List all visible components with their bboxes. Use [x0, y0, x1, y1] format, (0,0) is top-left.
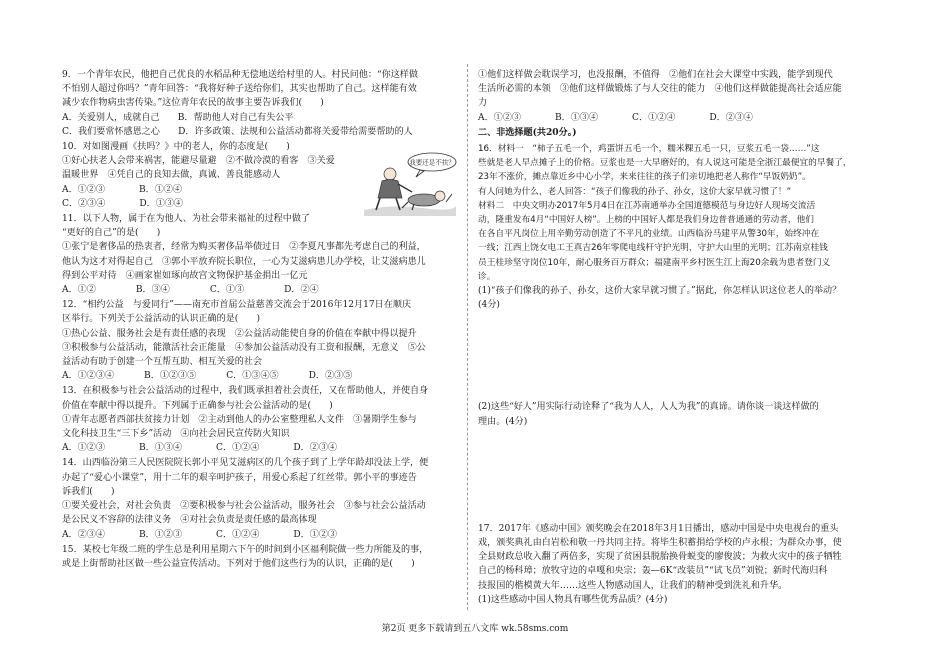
q10-option-b: B．①②④: [138, 184, 183, 195]
question-14: [62, 456, 459, 541]
q11-line: 得到公平对待 ④画家崔如琢向故宫文物保护基金捐出一亿元: [62, 270, 308, 281]
q10-option-c: C．②③④: [62, 198, 106, 209]
answer-space: [478, 429, 886, 521]
q16-line: 一线；江西上饶女电工王真吉26年零爬电线杆守护光明，守护大山里的光明；江苏南京桂钱: [478, 243, 828, 254]
q12-option-b: B．①②③⑤: [144, 371, 197, 382]
q12-options: [62, 369, 459, 383]
q16-line: 材料二 中央文明办2017年5月4日在江苏南通举办全国道德模范与身边好人现场交流活: [478, 200, 816, 211]
q17-line: 戏，颁奖典礼由白岩松和敬一丹共同主持。将毕生积蓄捐给学校的卢永根；为群众办事，使: [478, 538, 842, 549]
q14-options: [62, 528, 459, 542]
left-column: [62, 68, 459, 572]
q13-line: 文化科技卫生“三下乡”活动 ④向社会居民宣传防火知识: [62, 429, 290, 440]
q15-line: 生活所必需的本领 ③他们这样做锻炼了与人交往的能力 ④他们这样做能提高社会适应能: [478, 84, 842, 95]
q12-line: ③积极参与公益活动，能激活社会正能量 ④参加公益活动没有工资和报酬，无意义 ⑤公: [62, 342, 426, 353]
q15-option-a: A．①②③: [478, 112, 521, 123]
question-12: [62, 298, 459, 383]
q15-option-b: B．①③④: [554, 112, 599, 123]
q14-line: 诉我们( ): [62, 486, 115, 497]
q10-option-a: A．①②③: [62, 184, 105, 195]
q15-option-c: C．①②④: [632, 112, 676, 123]
q15-option-d: D．②③④: [709, 112, 754, 123]
q15-line: 15．某校七年级二班的学生总是利用星期六下午的时间到小区福利院做一些力所能及的事，: [62, 544, 429, 555]
q17-line: 17．2017年《感动中国》颁奖晚会在2018年3月1日播出，感动中国是中央电视台的重头: [478, 523, 839, 534]
q16-sub-2: (2)这些“好人”用实际行动诠释了“我为人人，人人为我”的真谛。请你谈一谈这样做的: [478, 402, 819, 413]
q16-sub-1: (1)“孩子们像我的孙子、孙女，这价大家早就习惯了。”据此，你怎样认识这位老人的举动？: [478, 286, 842, 297]
q17-line: 自己的杨科璋；放牧守边的卓嘎和央宗；轰—6K“改装员”“试飞员”刘锐；新时代海归科: [478, 566, 828, 577]
question-9: [62, 68, 459, 139]
q17-line: 技报国的楷模黄大年……这些人物感动国人，让我们的精神受到洗礼和升华。: [478, 580, 788, 591]
q14-option-b: B．①②③: [138, 529, 183, 540]
column-divider: [467, 64, 468, 610]
q13-line: 13．在积极参与社会公益活动的过程中，我们既承担着社会责任，又在帮助他人，并使自身: [62, 386, 429, 397]
q11-line: “更好的自己”的是( ): [62, 228, 161, 239]
question-15-continued: [478, 68, 886, 125]
q13-option-a: A．①②③: [62, 443, 105, 454]
q9-option: C．我们要常怀感恩之心 D．许多政策、法规和公益活动都将关爱带给需要帮助的人: [62, 126, 413, 137]
q15-line: 或是上街帮助社区做一些公益宣传活动。下列对于他们这些行为的认识，正确的是( ): [62, 558, 415, 569]
q10-option-d: D．①③④: [139, 198, 184, 209]
q9-line: 不怕别人超过你吗？”青年回答：“我将好种子送给你们，其实也帮助了自己。这样能有效: [62, 84, 417, 95]
q10-line: 10．对如图漫画《扶吗？》中的老人，你的态度是( ): [62, 142, 290, 153]
q16-line: 23年不涨价，摊点靠近乡中心小学，来来往往的孩子们亲切地把老人称作“早饭奶奶”。: [478, 172, 811, 183]
q9-line: 减少农作物病虫害传染。”这位青年农民的故事主要告诉我们( ): [62, 98, 324, 109]
q12-line: ①热心公益、服务社会是有责任感的表现 ②公益活动能使自身的价值在奉献中得以提升: [62, 328, 417, 339]
q12-option-c: C．①③④⑤: [226, 371, 279, 382]
q14-option-a: A．②③④: [62, 529, 105, 540]
q13-line: 价值在奉献中得以提升。下列属于正确参与社会公益活动的是( ): [62, 400, 333, 411]
q11-line: ①张宁是奢侈品的热衷者，经常为购买奢侈品举债过日 ②李夏凡事都先考虑自己的利益，: [62, 242, 426, 253]
q13-options: [62, 441, 459, 455]
q10-line: ①好心扶老人会带来祸害，能避尽量避 ②不做冷漠的看客 ③关爱: [62, 156, 335, 167]
q11-line: 他认为这才对得起自己 ③郭小平放弃院长职位，一心为艾滋病患儿办学校，让艾滋病患儿: [62, 256, 426, 267]
q14-line: ①要关爱社会，对社会负责 ②要积极参与社会公益活动，服务社会 ③参与社会公益活动: [62, 501, 426, 512]
q16-line: 员王桂珍坚守岗位10年，耐心服务百万群众；福建南平乡村医生江上海20余载为患者登门义: [478, 257, 831, 268]
q12-line: 区举行。下列关于公益活动的认识正确的是( ): [62, 314, 261, 325]
q16-material-1: [478, 142, 886, 199]
q11-option-c: C．①③: [209, 285, 245, 296]
question-15: [62, 543, 459, 571]
q15-line: 力: [478, 98, 488, 109]
q13-option-b: B．①③④: [138, 443, 183, 454]
q16-material-2: [478, 199, 886, 284]
q9-option: A．关爱别人，成就自己 B．帮助他人对自己有失公平: [62, 112, 294, 123]
q12-option-d: D．②③⑤: [308, 371, 353, 382]
q13-option-c: C．①②④: [216, 443, 260, 454]
q11-line: 11．以下人物，属于在为他人、为社会带来福祉的过程中做了: [62, 214, 311, 225]
q12-line: 12．“相约公益 与爱同行”——南充市首届公益慈善交流会于2016年12月17日在顺庆: [62, 300, 412, 311]
q16-line: 诊。: [478, 271, 496, 282]
question-13: [62, 384, 459, 455]
q16-line: 在各自平凡岗位上用辛勤劳动创造了不平凡的业绩。山西临汾马建平从警30年，始终冲在: [478, 229, 820, 240]
q11-options: [62, 283, 459, 297]
cartoon-illustration: [362, 150, 458, 216]
question-17: [478, 522, 886, 607]
q13-line: ①青年志愿者西部扶贫接力计划 ②主动到他人的办公室整理私人文件 ③暑期学生参与: [62, 414, 417, 425]
q17-line: (1)这些感动中国人物具有哪些优秀品质？(4分): [478, 594, 668, 605]
q15-line: ①他们这样做会耽误学习，也没报酬，不值得 ②他们在社会大课堂中实践，能学到现代: [478, 70, 833, 80]
q16-sub-1: (4分): [478, 300, 500, 311]
q11-option-d: D．②④: [284, 285, 319, 296]
q16-line: 动，隆重发布4月“中国好人榜”。上榜的中国好人都是我们身边普普通通的劳动者，他们: [478, 215, 814, 226]
q16-sub-2: 理由。(4分): [478, 416, 528, 427]
q14-option-d: D．①②③: [293, 529, 338, 540]
q11-option-a: A．①②: [62, 285, 96, 296]
cartoon-caption: 我要还是不扶？: [409, 158, 455, 167]
q16-line: 有人问她为什么，老人回答：“孩子们像我的孙子、孙女，这价大家早就习惯了！”: [478, 186, 792, 197]
q11-option-b: B．③④: [135, 285, 170, 296]
q16-line: 16．材料一 “柿子五毛一个，鸡蛋饼五毛一个，糯米粿五毛一只，豆浆五毛一袋……”这: [478, 144, 820, 155]
q16-line: 些就是老人早点摊子上的价格。豆浆也是一大早磨好的，有人说这可能是全浙江最便宜的早餐了，: [478, 158, 852, 169]
q14-line: 是公民义不容辞的法律义务 ④对社会负责是责任感的最高体现: [62, 515, 317, 526]
page-footer: 第2页 更多下载请到五八文库 wk.58sms.com: [381, 624, 569, 634]
q17-line: 全县财政总收入翻了两倍多，实现了贫困县脱胎换骨蜕变的廖俊波；为救火灾中的孩子牺牲: [478, 552, 842, 563]
q12-option-a: A．①②③④: [62, 371, 115, 382]
question-16: [478, 142, 886, 521]
q14-line: 办起了“爱心小课堂”，用十二年的艰辛呵护孩子，用爱心系起了红丝带。郭小平的事迹告: [62, 472, 417, 483]
q14-line: 14．山西临汾第三人民医院院长郭小平见艾滋病区的几个孩子到了上学年龄却没法上学，便: [62, 458, 429, 469]
q12-line: 益活动有助于创建一个互帮互助、相互关爱的社会: [62, 357, 263, 368]
section-heading-non-choice: 二、非选择题(共20分。): [478, 126, 577, 138]
answer-space: [478, 312, 886, 400]
q10-line: 温暖世界 ④凭自己的良知去做，真诚、善良能感动人: [62, 170, 281, 181]
q13-option-d: D．②③④: [293, 443, 338, 454]
right-column: [478, 68, 886, 608]
q9-line: 9．一个青年农民，他把自己优良的水稻品种无偿地送给村里的人。村民问他：“你这样做: [62, 70, 418, 80]
q15-options: [478, 111, 886, 125]
question-11: [62, 212, 459, 297]
q14-option-c: C．①②④: [216, 529, 260, 540]
